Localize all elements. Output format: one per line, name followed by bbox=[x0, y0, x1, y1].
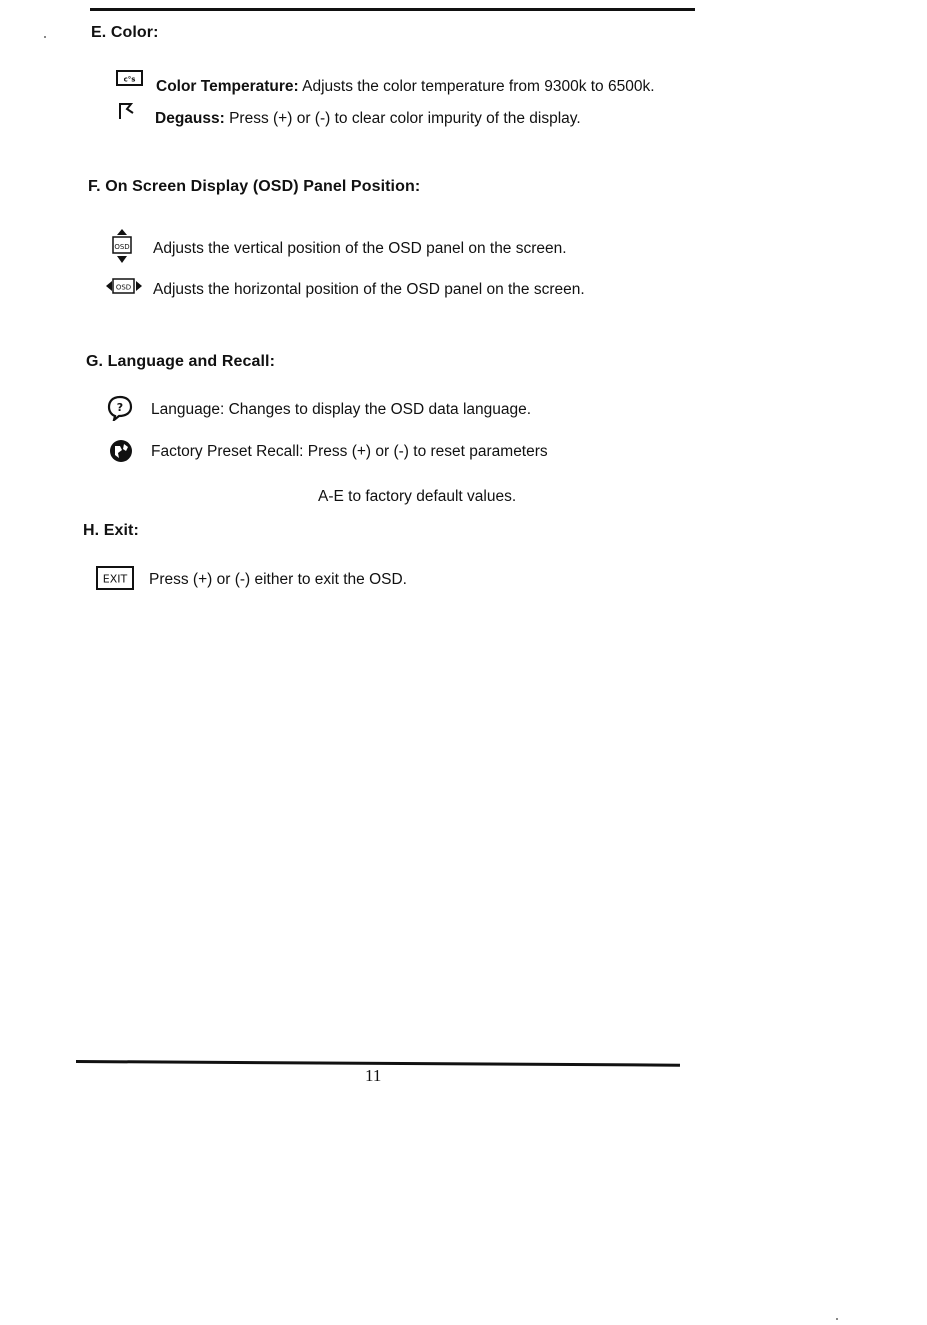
osd-horizontal-icon bbox=[105, 277, 143, 295]
exit-icon bbox=[96, 566, 134, 590]
exit-text: Press (+) or (-) either to exit the OSD. bbox=[149, 571, 407, 588]
scan-speck bbox=[836, 1318, 838, 1320]
degauss-icon bbox=[116, 101, 136, 121]
language-icon bbox=[106, 395, 134, 421]
degauss-text: Press (+) or (-) to clear color impurity of the display. bbox=[229, 110, 581, 127]
svg-text:c°s: c°s bbox=[123, 75, 136, 84]
section-f-heading: F. On Screen Display (OSD) Panel Position: bbox=[88, 178, 421, 195]
top-rule bbox=[90, 8, 695, 11]
scan-speck bbox=[44, 36, 46, 38]
language-text: Language: Changes to display the OSD data language. bbox=[151, 401, 532, 418]
page-number: 11 bbox=[365, 1066, 382, 1085]
color-temperature-label: Color Temperature: bbox=[156, 78, 299, 95]
color-temp-icon bbox=[116, 70, 143, 86]
osd-horizontal-text: Adjusts the horizontal position of the OSD panel on the screen. bbox=[153, 281, 585, 298]
exit-icon-label: EXIT bbox=[102, 572, 128, 586]
section-h-heading: H. Exit: bbox=[83, 522, 139, 539]
factory-recall-icon bbox=[108, 438, 134, 464]
svg-text:?: ? bbox=[116, 401, 124, 414]
section-g-heading: G. Language and Recall: bbox=[86, 353, 276, 370]
color-temperature-line bbox=[156, 78, 655, 96]
degauss-line bbox=[155, 110, 581, 128]
recall-text-continued: A-E to factory default values. bbox=[318, 488, 517, 505]
osd-horizontal-icon-label: OSD bbox=[115, 283, 132, 292]
recall-text: Factory Preset Recall: Press (+) or (-) to reset parameters bbox=[151, 443, 548, 460]
osd-vertical-icon-label: OSD bbox=[114, 243, 130, 251]
osd-vertical-text: Adjusts the vertical position of the OSD panel on the screen. bbox=[153, 240, 567, 257]
color-temperature-text: Adjusts the color temperature from 9300k to 6500k. bbox=[302, 78, 655, 95]
degauss-label: Degauss: bbox=[155, 110, 225, 127]
section-e-heading: E. Color: bbox=[91, 24, 159, 41]
osd-vertical-icon bbox=[111, 228, 133, 264]
